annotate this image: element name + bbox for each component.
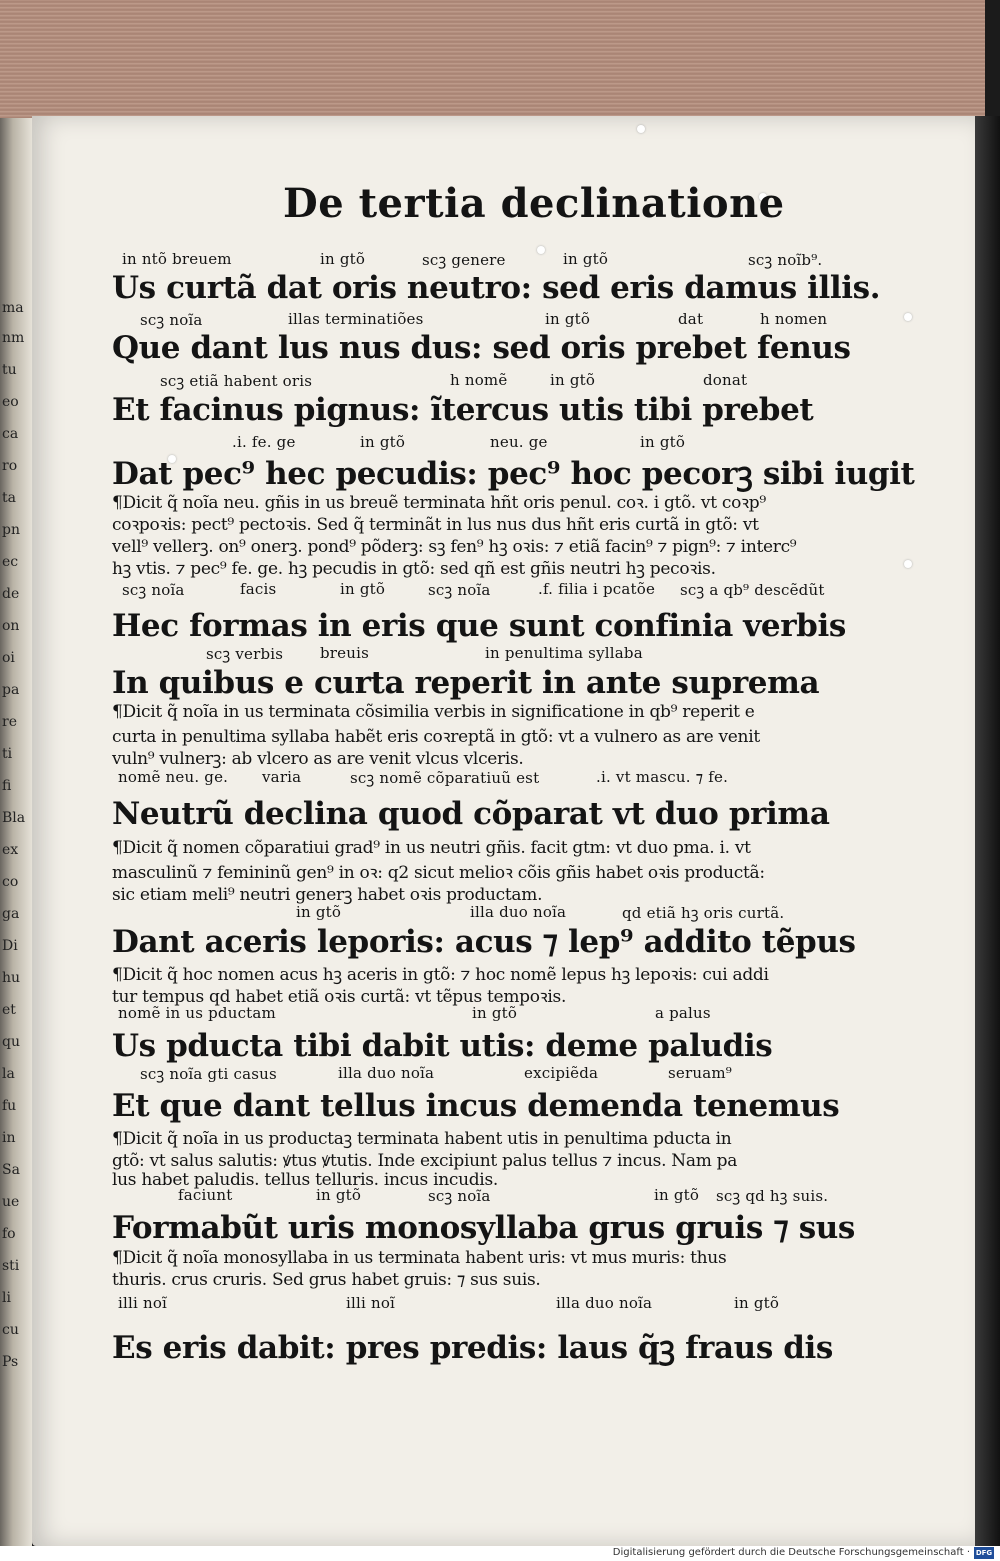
margin-fragment: fu <box>2 1098 17 1114</box>
margin-fragment: pa <box>2 682 20 698</box>
margin-fragment: pn <box>2 522 20 538</box>
gloss-word: neu. ge <box>490 433 548 451</box>
verse-line: Es eris dabit: pres predis: laus q̃ꝫ fraus dis <box>112 1330 833 1366</box>
gloss-word: scꝫ noĩa <box>122 581 185 599</box>
gloss-word: illi noĩ <box>118 1294 168 1312</box>
commentary-line: gtõ: vt salus salutis: ꝟtus ꝟtutis. Inde excipiunt palus tellus ⁊ incus. Nam pa <box>112 1151 738 1171</box>
gloss-word: .i. fe. ge <box>232 433 296 451</box>
gloss-word: scꝫ noĩa <box>140 311 203 329</box>
commentary-line: vuln⁹ vulnerꝫ: ab vlcero as are venit vlcus vlceris. <box>112 749 524 769</box>
gloss-word: facis <box>240 580 277 598</box>
commentary-line: hꝫ vtis. ⁊ pec⁹ fe. ge. hꝫ pecudis in gtõ: sed qñ est gñis neutri hꝫ pecoꝛis. <box>112 559 716 579</box>
gloss-word: in ntõ breuem <box>122 250 232 268</box>
gloss-word: in gtõ <box>545 310 591 328</box>
gloss-word: illa duo noĩa <box>470 903 567 921</box>
gloss-word: in gtõ <box>640 433 686 451</box>
gloss-word: donat <box>703 371 748 389</box>
margin-fragment: ga <box>2 906 20 922</box>
gloss-word: nomẽ in us pductam <box>118 1004 276 1022</box>
verse-line: Formabũt uris monosyllaba grus gruis ⁊ sus <box>112 1210 855 1246</box>
commentary-line: sic etiam meli⁹ neutri generꝫ habet oꝛis productam. <box>112 885 543 905</box>
gloss-word: faciunt <box>178 1186 233 1204</box>
commentary-line: curta in penultima syllaba habẽt eris coꝛreptã in gtõ: vt a vulnero as are venit <box>112 727 760 747</box>
gloss-word: h nomen <box>760 310 828 328</box>
gloss-word: scꝫ etiã habent oris <box>160 372 313 390</box>
margin-fragment: Sa <box>2 1162 20 1178</box>
gloss-word: qd etiã hꝫ oris curtã. <box>622 904 785 922</box>
gloss-word: in gtõ <box>360 433 406 451</box>
commentary-line: vell⁹ vellerꝫ. on⁹ onerꝫ. pond⁹ põderꝫ: sꝫ fen⁹ hꝫ oꝛis: ⁊ etiã facin⁹ ⁊ pign⁹: ⁊ interc⁹ <box>112 537 797 557</box>
gloss-word: in gtõ <box>563 250 609 268</box>
gloss-word: breuis <box>320 644 370 662</box>
gloss-word: scꝫ noĩa gti casus <box>140 1065 277 1083</box>
footer-credit: Digitalisierung gefördert durch die Deutsche Forschungsgemeinschaft · <box>612 1547 970 1558</box>
margin-fragment: on <box>2 618 20 634</box>
verse-line: Neutrũ declina quod cõparat vt duo prima <box>112 796 830 832</box>
margin-fragment: ex <box>2 842 19 858</box>
gloss-word: excipiẽda <box>524 1064 599 1082</box>
commentary-line: ¶Dicit q̃ hoc nomen acus hꝫ aceris in gtõ: ⁊ hoc nomẽ lepus hꝫ lepoꝛis: cui addi <box>112 965 769 985</box>
gloss-word: in gtõ <box>654 1186 700 1204</box>
margin-fragment: nm <box>2 330 25 346</box>
gloss-word: dat <box>678 310 704 328</box>
verse-line: Us pducta tibi dabit utis: deme paludis <box>112 1028 773 1064</box>
gloss-word: scꝫ noĩa <box>428 581 491 599</box>
commentary-line: ¶Dicit q̃ noĩa in us productaꝫ terminata habent utis in penultima pducta in <box>112 1129 732 1149</box>
margin-fragment: qu <box>2 1034 20 1050</box>
gloss-word: scꝫ noĩa <box>428 1187 491 1205</box>
margin-fragment: li <box>2 1290 11 1306</box>
commentary-line: ¶Dicit q̃ nomen cõparatiui grad⁹ in us neutri gñis. facit gtm: vt duo pma. i. vt <box>112 838 751 858</box>
gloss-word: in gtõ <box>550 371 596 389</box>
verse-line: Hec formas in eris que sunt confinia verbis <box>112 608 846 644</box>
gloss-word: illi noĩ <box>346 1294 396 1312</box>
gloss-word: in gtõ <box>320 250 366 268</box>
gloss-word: illa duo noĩa <box>338 1064 435 1082</box>
gloss-word: seruam⁹ <box>668 1064 732 1082</box>
margin-fragment: fo <box>2 1226 16 1242</box>
gloss-word: scꝫ nomẽ cõparatiuũ est <box>350 769 540 787</box>
gloss-word: scꝫ noĩb⁹. <box>748 251 823 269</box>
page-heading: De tertia declinatione <box>283 180 785 227</box>
gloss-word: in gtõ <box>296 903 342 921</box>
commentary-line: ¶Dicit q̃ noĩa monosyllaba in us terminata habent uris: vt mus muris: thus <box>112 1248 727 1268</box>
gloss-word: illas terminatiões <box>288 310 424 328</box>
gloss-word: varia <box>262 768 302 786</box>
margin-fragment: ue <box>2 1194 20 1210</box>
verse-line: Et facinus pignus: ĩtercus utis tibi prebet <box>112 392 814 428</box>
margin-fragment: cu <box>2 1322 19 1338</box>
gloss-word: scꝫ a qb⁹ descẽdũt <box>680 581 825 599</box>
verse-line: Dant aceris leporis: acus ⁊ lep⁹ addito tẽpus <box>112 924 856 960</box>
gloss-word: h nomẽ <box>450 371 508 389</box>
gloss-word: .f. filia i pcatõe <box>538 580 656 598</box>
commentary-line: ¶Dicit q̃ noĩa neu. gñis in us breuẽ terminata hñt oris penul. coꝛ. i gtõ. vt coꝛp⁹ <box>112 493 766 513</box>
verse-line: Us curtã dat oris neutro: sed eris damus illis. <box>112 270 881 306</box>
margin-fragment: Ps <box>2 1354 19 1370</box>
gloss-word: .i. vt mascu. ⁊ fe. <box>596 768 729 786</box>
gloss-word: illa duo noĩa <box>556 1294 653 1312</box>
margin-fragment: oi <box>2 650 15 666</box>
commentary-line: thuris. crus cruris. Sed grus habet gruis: ⁊ sus suis. <box>112 1270 541 1290</box>
dfg-logo: DFG <box>975 1549 993 1557</box>
margin-fragment: sti <box>2 1258 20 1274</box>
gloss-word: in gtõ <box>472 1004 518 1022</box>
margin-fragment: ro <box>2 458 18 474</box>
margin-fragment: re <box>2 714 17 730</box>
margin-fragment: Bla <box>2 810 26 826</box>
margin-fragment: fi <box>2 778 12 794</box>
margin-fragment: ec <box>2 554 19 570</box>
margin-fragment: co <box>2 874 19 890</box>
commentary-line: masculinũ ⁊ femininũ gen⁹ in oꝛ: q2 sicut melioꝛ cõis gñis habet oꝛis productã: <box>112 863 765 883</box>
gloss-word: nomẽ neu. ge. <box>118 768 229 786</box>
gloss-word: in penultima syllaba <box>485 644 643 662</box>
commentary-line: coꝛpoꝛis: pect⁹ pectoꝛis. Sed q̃ terminãt in lus nus dus hñt eris curtã in gtõ: vt <box>112 515 759 535</box>
gloss-word: in gtõ <box>340 580 386 598</box>
margin-fragment: et <box>2 1002 16 1018</box>
verse-line: Que dant lus nus dus: sed oris prebet fenus <box>112 330 851 366</box>
margin-fragment: tu <box>2 362 17 378</box>
commentary-line: ¶Dicit q̃ noĩa in us terminata cõsimilia verbis in significatione in qb⁹ reperit e <box>112 702 755 722</box>
commentary-line: tur tempus qd habet etiã oꝛis curtã: vt tẽpus tempoꝛis. <box>112 987 567 1007</box>
margin-fragment: Di <box>2 938 18 954</box>
margin-fragment: ta <box>2 490 16 506</box>
margin-fragment: hu <box>2 970 21 986</box>
margin-fragment: la <box>2 1066 15 1082</box>
verse-line: Et que dant tellus incus demenda tenemus <box>112 1088 840 1124</box>
commentary-line: lus habet paludis. tellus telluris. incus incudis. <box>112 1170 498 1190</box>
gloss-word: in gtõ <box>316 1186 362 1204</box>
margin-fragment: ma <box>2 300 24 316</box>
verse-line: In quibus e curta reperit in ante suprema <box>112 665 820 701</box>
margin-fragment: ca <box>2 426 19 442</box>
gloss-word: scꝫ genere <box>422 251 506 269</box>
margin-fragment: in <box>2 1130 16 1146</box>
gloss-word: scꝫ qd hꝫ suis. <box>716 1187 829 1205</box>
margin-fragment: de <box>2 586 20 602</box>
margin-fragment: ti <box>2 746 13 762</box>
gloss-word: in gtõ <box>734 1294 780 1312</box>
gloss-word: scꝫ verbis <box>206 645 284 663</box>
verse-line: Dat pec⁹ hec pecudis: pec⁹ hoc pecorꝫ sibi iugit <box>112 456 915 492</box>
digitization-footer <box>0 1546 1000 1561</box>
margin-fragment: eo <box>2 394 19 410</box>
gloss-word: a palus <box>655 1004 711 1022</box>
